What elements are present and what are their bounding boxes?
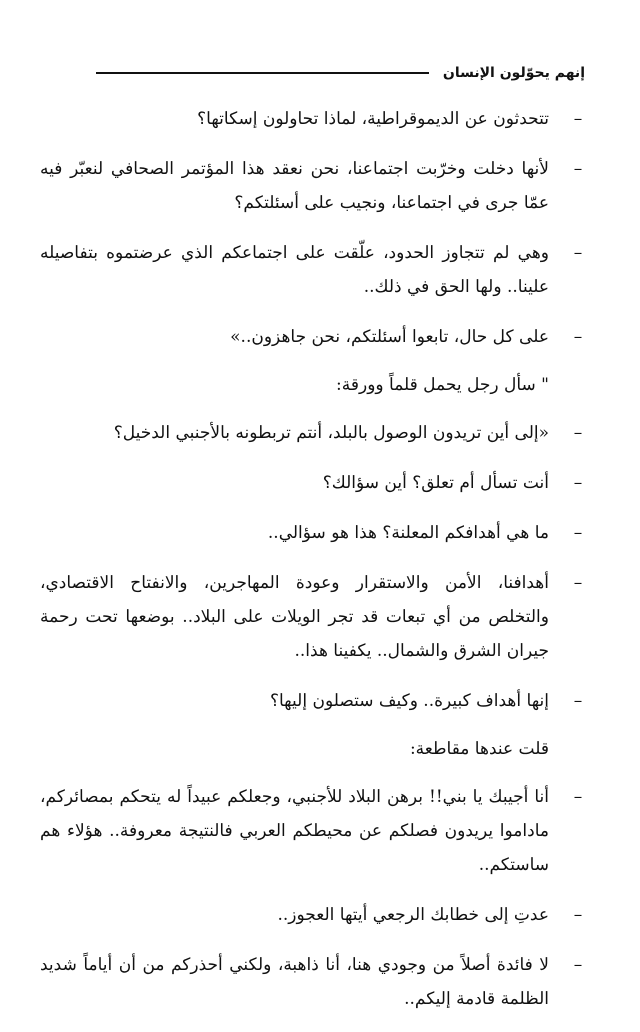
paragraph-text: قلت عندها مقاطعة:: [409, 739, 549, 759]
paragraph-text: إنها أهداف كبيرة.. وكيف ستصلون إليها؟: [269, 691, 549, 711]
dialogue-dash: –: [573, 955, 583, 975]
dialogue-paragraph: [40, 948, 585, 1016]
dialogue-paragraph: [40, 152, 585, 220]
paragraph-text: " سأل رجل يحمل قلماً وورقة:: [336, 375, 549, 395]
dialogue-dash: –: [573, 573, 583, 593]
paragraph-text: لا فائدة أصلاً من وجودي هنا، أنا ذاهبة، ولكني أحذركم من أن أياماً شديد الظلمة قادمة إليكم..: [40, 955, 549, 1009]
paragraph-text: لأنها دخلت وخرّبت اجتماعنا، نحن نعقد هذا المؤتمر الصحافي لنعبّر فيه عمّا جرى في اجتماعنا، ونجيب على أسئلتكم؟: [40, 159, 549, 213]
narration-paragraph: [40, 732, 585, 766]
dialogue-paragraph: [40, 780, 585, 882]
dialogue-paragraph: [40, 320, 585, 354]
paragraph-text: تتحدثون عن الديموقراطية، لماذا تحاولون إسكاتها؟: [197, 109, 549, 129]
paragraph-text: أنت تسأل أم تعلق؟ أين سؤالك؟: [322, 473, 549, 493]
dialogue-paragraph: [40, 684, 585, 718]
dialogue-dash: –: [573, 691, 583, 711]
header-rule: [96, 72, 429, 74]
dialogue-paragraph: [40, 466, 585, 500]
dialogue-paragraph: [40, 102, 585, 136]
paragraph-text: «إلى أين تريدون الوصول بالبلد، أنتم تربطونه بالأجنبي الدخيل؟: [113, 423, 549, 443]
dialogue-paragraph: [40, 898, 585, 932]
paragraph-text: على كل حال، تابعوا أسئلتكم، نحن جاهزون..»: [230, 327, 549, 347]
dialogue-dash: –: [573, 523, 583, 543]
paragraph-text: ما هي أهدافكم المعلنة؟ هذا هو سؤالي..: [267, 523, 549, 543]
dialogue-dash: –: [573, 473, 583, 493]
dialogue-paragraph: [40, 566, 585, 668]
running-header-title: إنهم يحوّلون الإنسان: [442, 65, 585, 81]
dialogue-dash: –: [573, 787, 583, 807]
dialogue-dash: –: [573, 243, 583, 263]
dialogue-paragraph: [40, 236, 585, 304]
narration-paragraph: [40, 368, 585, 402]
paragraph-text: أنا أجيبك يا بني!! برهن البلاد للأجنبي، وجعلكم عبيداً له يتحكم بمصائركم، ماداموا يريدون فصلكم عن محيطكم العربي فالنتيجة معروفة.. هؤلاء هم ساستكم..: [40, 787, 549, 875]
dialogue-paragraph: [40, 416, 585, 450]
dialogue-dash: –: [573, 159, 583, 179]
running-header: [96, 62, 585, 84]
dialogue-dash: –: [573, 109, 583, 129]
dialogue-dash: –: [573, 423, 583, 443]
paragraph-text: وهي لم تتجاوز الحدود، علّقت على اجتماعكم الذي عرضتموه بتفاصيله علينا.. ولها الحق في ذلك..: [40, 243, 549, 297]
page-body: [40, 102, 585, 1032]
paragraph-text: أهدافنا، الأمن والاستقرار وعودة المهاجرين، والانفتاح الاقتصادي، والتخلص من أي تبعات قد تجر الويلات على البلاد.. بوضعها تحت رحمة جيران الشرق والشمال.. يكفينا هذا..: [40, 573, 549, 661]
dialogue-paragraph: [40, 516, 585, 550]
dialogue-dash: –: [573, 327, 583, 347]
paragraph-text: عدتِ إلى خطابك الرجعي أيتها العجوز..: [277, 905, 549, 925]
dialogue-dash: –: [573, 905, 583, 925]
